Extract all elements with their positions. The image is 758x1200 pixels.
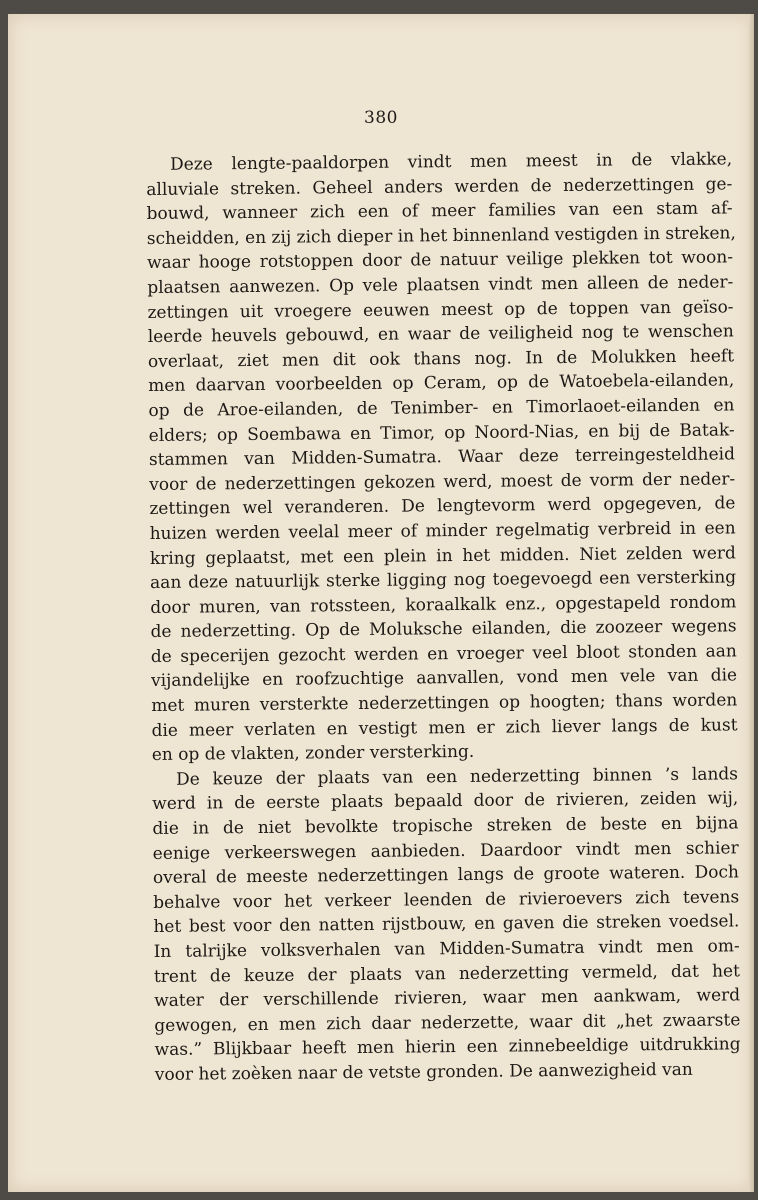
text-line: scheidden, en zij zich dieper in het binnenland vestigden in streken, [146, 223, 736, 249]
text-line: water der verschillende rivieren, waar men aankwam, werd [154, 985, 741, 1012]
text-line: behalve voor het verkeer leenden de rivieroevers zich tevens [153, 887, 740, 913]
text-line: was.” Blijkbaar heeft men hierin een zinnebeeldige uitdrukking [154, 1034, 741, 1061]
text-line: bouwd, wanneer zich een of meer families van een stam af- [146, 198, 733, 225]
book-page [8, 14, 754, 1192]
text-line: die in de niet bevolkte tropische streken de beste en bijna [152, 813, 739, 839]
text-line: waar hooge rotstoppen door de natuur veilige plekken tot woon- [146, 247, 734, 274]
text-line: en op de vlakten, zonder versterking. [151, 742, 475, 766]
text-line: het best voor den natten rijstbouw, en gaven die streken voedsel. [153, 911, 740, 938]
text-line: overlaat, ziet men dit ook thans nog. In de Molukken heeft [147, 346, 735, 372]
text-line: die meer verlaten en vestigt men er zich liever langs de kust [151, 715, 738, 741]
text-line: vijandelijke en roofzuchtige aanvallen, vond men vele van die [150, 665, 738, 692]
text-line: De keuze der plaats van een nederzetting binnen ’s lands [175, 764, 739, 790]
text-line: kring geplaatst, met een plein in het midden. Niet zelden werd [149, 542, 736, 569]
text-line: men daarvan voorbeelden op Ceram, op de Watoebela-eilanden, [148, 370, 735, 397]
text-line: overal de meeste nederzettingen langs de groote wateren. Doch [152, 862, 740, 889]
text-line: elders; op Soembawa en Timor, op Noord-Nias, en bij de Batak- [148, 419, 735, 446]
paragraph [152, 762, 741, 1087]
body-text [146, 147, 741, 1087]
text-line: door muren, van rotssteen, koraalkalk enz., opgestapeld rondom [150, 592, 737, 618]
page-number: 380 [364, 108, 398, 128]
text-line: huizen werden veelal meer of minder regelmatig verbreid in een [149, 518, 736, 544]
text-line: In talrijke volksverhalen van Midden-Sumatra vindt men om- [153, 936, 740, 962]
text-line: alluviale streken. Geheel anders werden de nederzettingen ge- [146, 173, 733, 200]
text-line: plaatsen aanwezen. Op vele plaatsen vindt men alleen de neder- [147, 272, 734, 298]
text-line: voor het zoèken naar de vetste gronden. De aanwezigheid van [154, 1059, 693, 1085]
page-edge [748, 14, 754, 1192]
text-line: Deze lengte-paaldorpen vindt men meest in de vlakke, [170, 149, 733, 175]
text-line: trent de keuze der plaats van nederzetting vermeld, dat het [153, 960, 740, 987]
text-line: leerde heuvels gebouwd, en waar de veiligheid nog te wenschen [147, 321, 734, 348]
text-line: stammen van Midden-Sumatra. Waar deze terreingesteldheid [148, 444, 736, 471]
text-line: gewogen, en men zich daar nederzette, waar dit „het zwaarste [154, 1010, 741, 1036]
text-line: de specerijen gezocht werden en vroeger veel bloot stonden aan [150, 641, 737, 667]
text-line: werd in de eerste plaats bepaald door de rivieren, zeiden wij, [152, 788, 739, 815]
paragraph [146, 147, 738, 767]
text-line: zettingen wel veranderen. De lengtevorm werd opgegeven, de [149, 493, 736, 520]
text-line: op de Aroe-eilanden, de Tenimber- en Timorlaoet-eilanden en [148, 395, 735, 421]
text-line: de nederzetting. Op de Moluksche eilanden, die zoozeer wegens [150, 616, 737, 643]
text-line: zettingen uit vroegere eeuwen meest op de toppen van geïso- [147, 296, 734, 323]
text-line: eenige verkeerswegen aanbieden. Daardoor vindt men schier [152, 837, 739, 864]
text-line: aan deze natuurlijk sterke ligging nog toegevoegd een versterking [150, 567, 737, 594]
text-line: voor de nederzettingen gekozen werd, moest de vorm der neder- [149, 469, 736, 495]
text-line: met muren versterkte nederzettingen op hoogten; thans worden [151, 690, 738, 717]
